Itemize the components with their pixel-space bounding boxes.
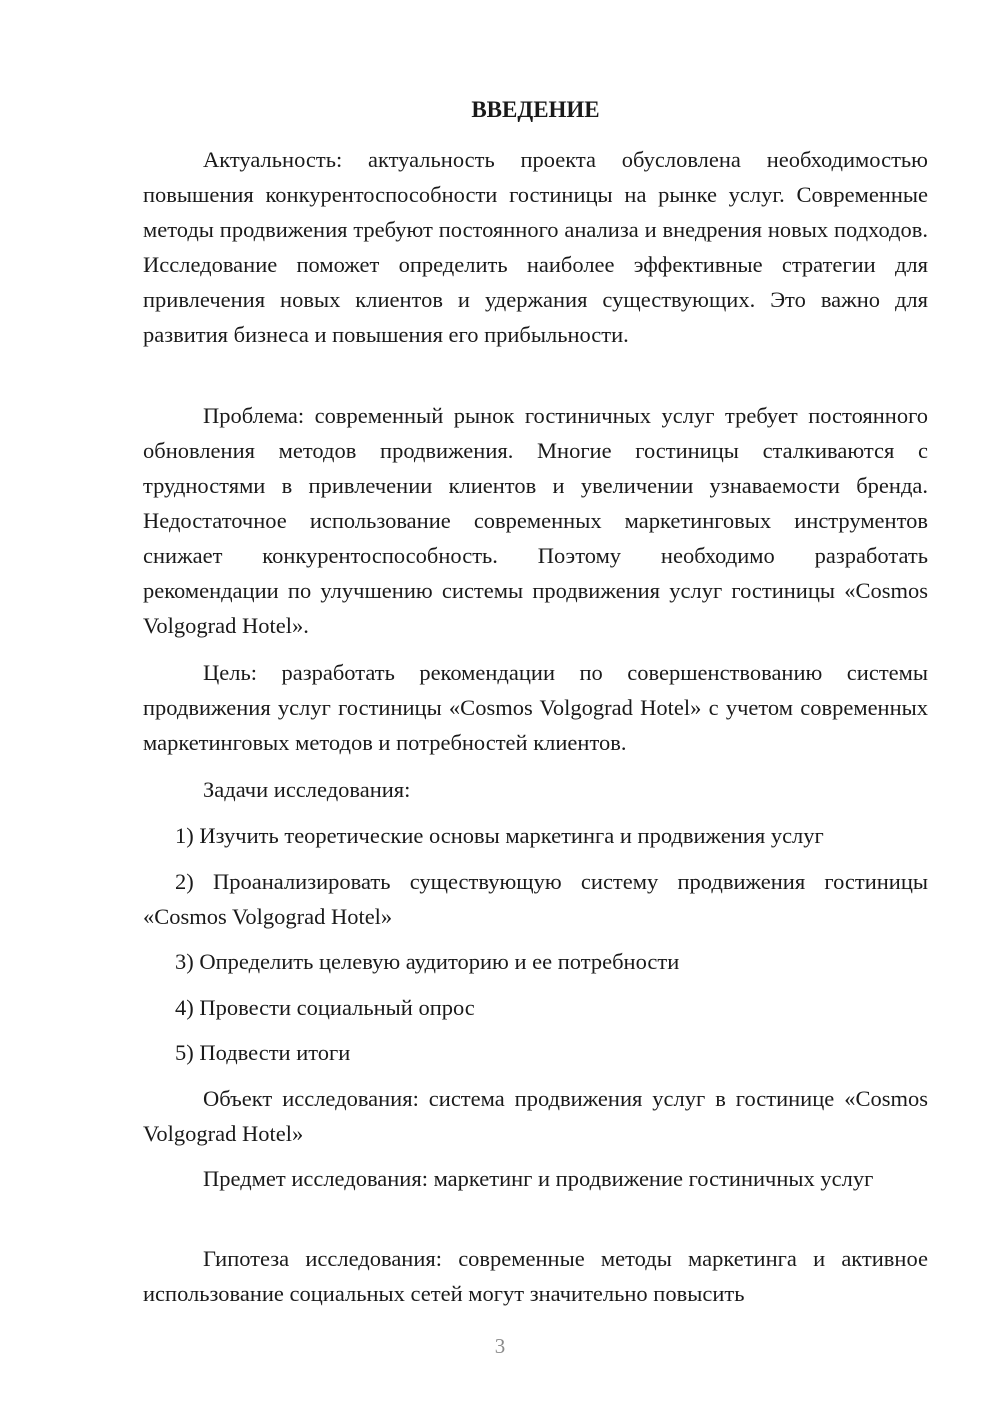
task-item-3: 3) Определить целевую аудиторию и ее потребности [175,949,680,974]
hypothesis-paragraph: Гипотеза исследования: современные методы маркетинга и активное использование социальных сетей могут значительно повысить [143,1246,928,1306]
relevance-paragraph: Актуальность: актуальность проекта обусловлена необходимостью повышения конкурентоспособности гостиницы на рынке услуг. Современные методы продвижения требуют постоянного анализа и внедрения новых подходов. Исследование поможет определить наиболее эффективные стратегии для привлечения новых клиентов и удержания существующих. Это важно для развития бизнеса и повышения его прибыльности. [143,147,928,347]
page-number: 3 [494,1334,506,1358]
task-item-4: 4) Провести социальный опрос [175,995,475,1020]
goal-paragraph: Цель: разработать рекомендации по совершенствованию системы продвижения услуг гостиницы «Cosmos Volgograd Hotel» с учетом современных маркетинговых методов и потребностей клиентов. [143,660,928,755]
task-item-5: 5) Подвести итоги [175,1040,351,1065]
task-item-1: 1) Изучить теоретические основы маркетинга и продвижения услуг [175,823,824,848]
object-paragraph: Объект исследования: система продвижения услуг в гостинице «Cosmos Volgograd Hotel» [143,1086,928,1146]
problem-paragraph: Проблема: современный рынок гостиничных услуг требует постоянного обновления методов продвижения. Многие гостиницы сталкиваются с трудностями в привлечении клиентов и увеличении узнаваемости бренда. Недостаточное использование современных маркетинговых инструментов снижает конкурентоспособность. Поэтому необходимо разработать рекомендации по улучшению системы продвижения услуг гостиницы «Cosmos Volgograd Hotel». [143,403,928,638]
section-heading: ВВЕДЕНИЕ [471,97,600,122]
task-item-2: 2) Проанализировать существующую систему продвижения гостиницы «Cosmos Volgograd Hotel» [143,869,928,929]
tasks-heading: Задачи исследования: [203,777,411,802]
subject-paragraph: Предмет исследования: маркетинг и продвижение гостиничных услуг [203,1166,874,1191]
